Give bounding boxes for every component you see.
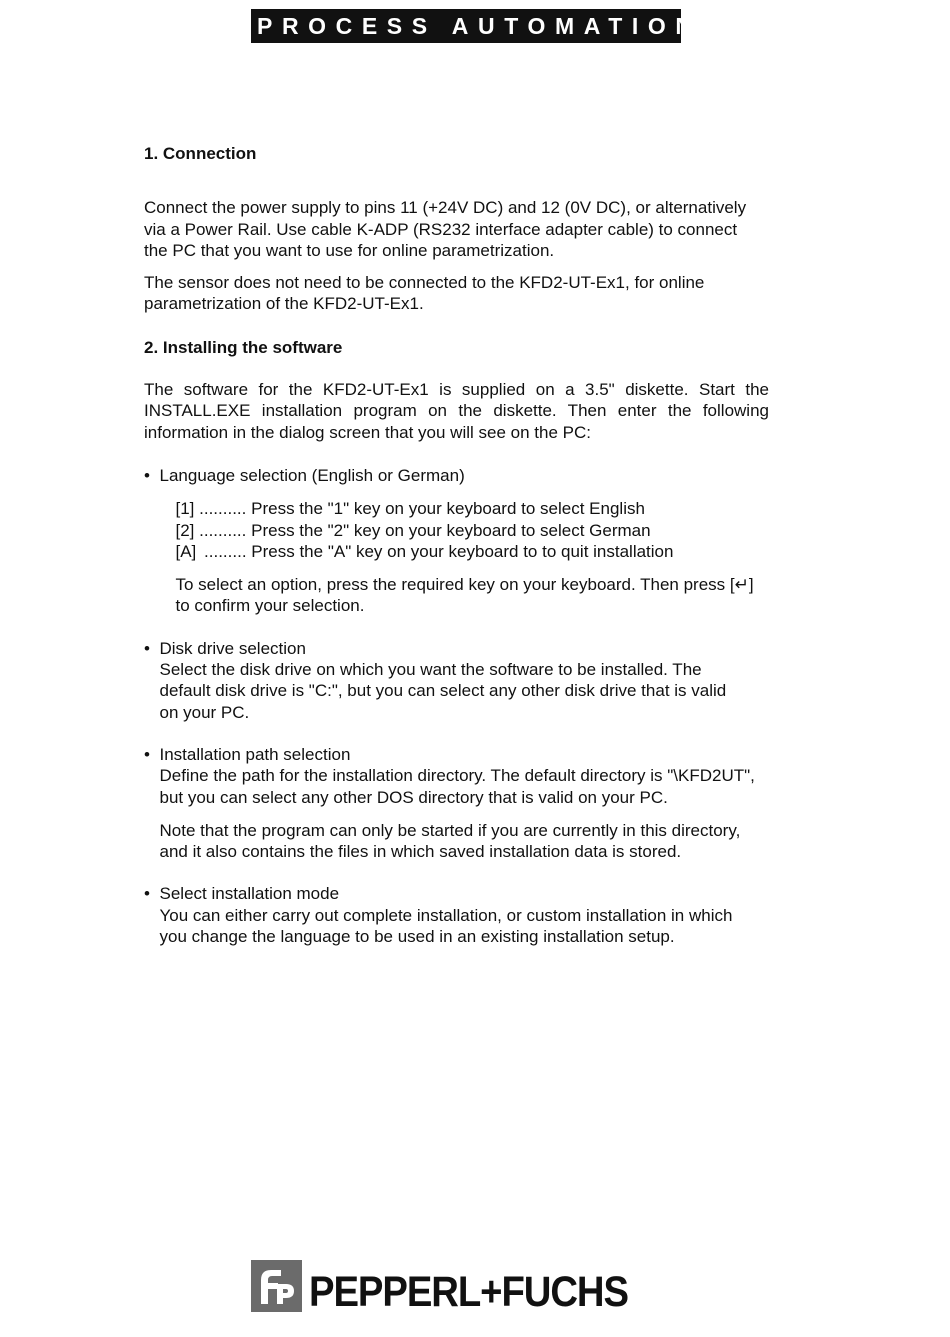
bullet-title: Installation path selection bbox=[159, 744, 351, 764]
text-line bbox=[144, 379, 769, 400]
text-line: You can either carry out complete installation, or custom installation in which bbox=[159, 905, 733, 925]
bullet-title: Disk drive selection bbox=[159, 638, 306, 658]
language-key-list bbox=[160, 498, 770, 616]
key-label: [2] bbox=[175, 520, 195, 540]
text-line: to confirm your selection. bbox=[175, 596, 365, 616]
pf-logo-icon bbox=[251, 1260, 302, 1312]
text-line: Note that the program can only be started if you are currently in this directory, bbox=[159, 820, 741, 840]
text-line: Select the disk drive on which you want the software to be installed. The bbox=[159, 660, 702, 680]
text-line: default disk drive is "C:", but you can select any other disk drive that is valid bbox=[159, 681, 727, 701]
connection-paragraph-2 bbox=[144, 272, 769, 315]
text-line: Define the path for the installation directory. The default directory is "\KFD2UT", bbox=[159, 766, 755, 786]
process-automation-banner: PROCESS AUTOMATION bbox=[251, 9, 681, 43]
text-line: Connect the power supply to pins 11 (+24V DC) and 12 (0V DC), or alternatively bbox=[144, 198, 747, 218]
text-line: information in the dialog screen that you will see on the PC: bbox=[144, 422, 591, 442]
text-line: on your PC. bbox=[159, 702, 250, 722]
key-label: [1] bbox=[175, 499, 195, 519]
document-body bbox=[144, 143, 769, 947]
language-note bbox=[176, 574, 770, 617]
text-line: The sensor does not need to be connected to the KFD2-UT-Ex1, for online bbox=[144, 273, 705, 293]
bullet-installation-mode bbox=[144, 883, 769, 947]
install-intro-paragraph bbox=[144, 379, 769, 443]
section-1-heading: 1. Connection bbox=[144, 144, 257, 163]
key-dots: .......... bbox=[199, 520, 247, 540]
path-note bbox=[160, 820, 770, 863]
text-line: via a Power Rail. Use cable K-ADP (RS232 interface adapter cable) to connect bbox=[144, 219, 738, 239]
key-row bbox=[176, 520, 770, 541]
bullet-title: Language selection (English or German) bbox=[159, 465, 465, 485]
text-line: the PC that you want to use for online parametrization. bbox=[144, 240, 555, 260]
key-row bbox=[176, 541, 770, 562]
key-dots: ......... bbox=[204, 541, 247, 561]
text-line bbox=[144, 400, 769, 421]
bullet-language-selection bbox=[144, 465, 769, 617]
key-row bbox=[176, 498, 770, 519]
logo-wordmark: PEPPERL+FUCHS bbox=[309, 1268, 628, 1316]
key-dots: .......... bbox=[199, 499, 247, 519]
text-line-content: INSTALL.EXE installation program on the diskette. Then enter the following bbox=[144, 401, 769, 421]
bullet-installation-path-selection bbox=[144, 744, 769, 862]
text-line: To select an option, press the required key on your keyboard. Then press [↵] bbox=[175, 575, 754, 595]
connection-paragraph-1 bbox=[144, 197, 769, 261]
text-line: but you can select any other DOS directory that is valid on your PC. bbox=[159, 787, 668, 807]
pepperl-fuchs-logo bbox=[251, 1259, 683, 1315]
text-line: and it also contains the files in which saved installation data is stored. bbox=[159, 842, 682, 862]
bullet-dot: • bbox=[144, 465, 150, 485]
bullet-dot: • bbox=[144, 744, 150, 764]
text-line-content: The software for the KFD2-UT-Ex1 is supplied on a 3.5" diskette. Start the bbox=[144, 380, 769, 400]
text-line: you change the language to be used in an existing installation setup. bbox=[159, 927, 675, 947]
bullet-dot: • bbox=[144, 884, 150, 904]
text-line: parametrization of the KFD2-UT-Ex1. bbox=[144, 294, 424, 314]
key-description: Press the "A" key on your keyboard to to quit installation bbox=[251, 541, 674, 561]
key-description: Press the "1" key on your keyboard to select English bbox=[251, 499, 645, 519]
bullet-dot: • bbox=[144, 638, 150, 658]
key-label: [A] bbox=[175, 541, 197, 561]
section-2-heading: 2. Installing the software bbox=[144, 337, 343, 357]
key-description: Press the "2" key on your keyboard to select German bbox=[251, 520, 651, 540]
bullet-disk-drive-selection bbox=[144, 638, 769, 723]
bullet-title: Select installation mode bbox=[159, 884, 340, 904]
